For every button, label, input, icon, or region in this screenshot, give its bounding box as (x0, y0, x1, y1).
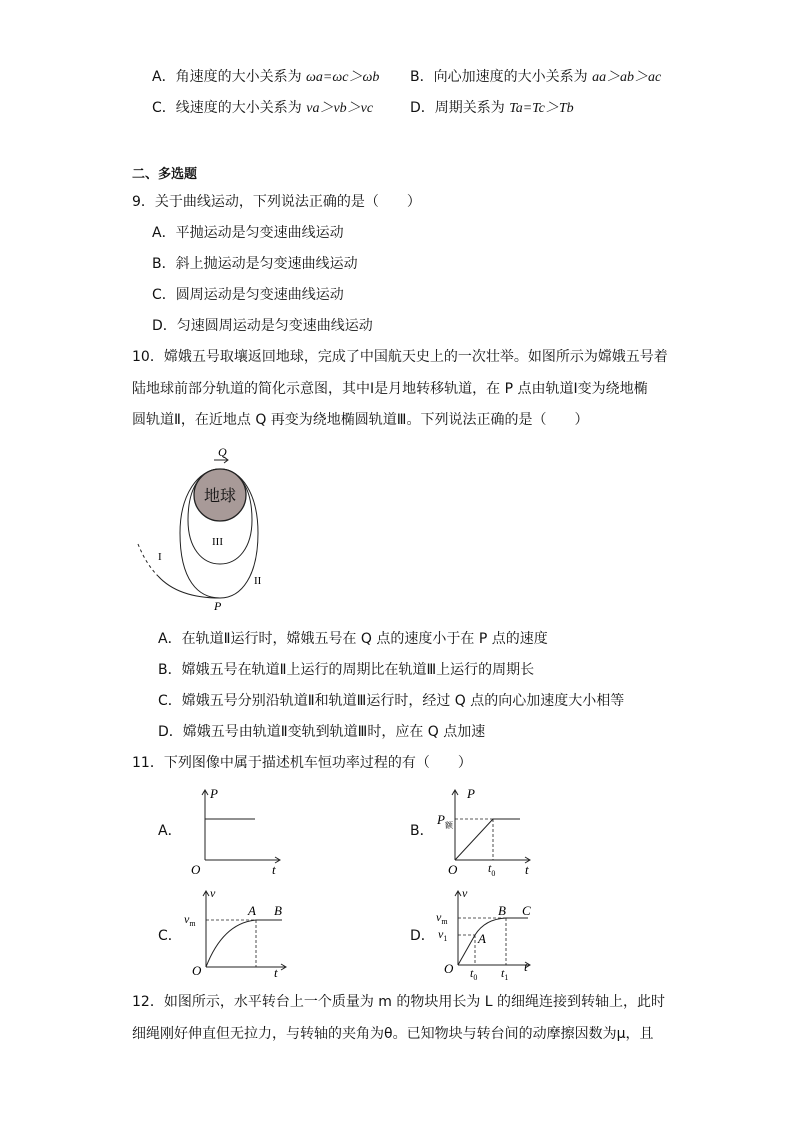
q12-stem-line1: 12．如图所示，水平转台上一个质量为 m 的物块用长为 L 的细绳连接到转轴上，此时 (132, 994, 666, 1010)
q10-option-d: D．嫦娥五号由轨道Ⅱ变轨到轨道Ⅲ时，应在 Q 点加速 (158, 724, 486, 740)
q9-option-d: D．匀速圆周运动是匀变速曲线运动 (152, 318, 373, 334)
graph-d-point-b: B (498, 903, 506, 918)
q9-option-c: C．圆周运动是匀变速曲线运动 (152, 287, 344, 303)
q8-option-b (410, 68, 661, 87)
graph-d-point-c: C (522, 903, 531, 918)
graph-d-ramp-line (458, 935, 475, 965)
graph-d-point-a: A (478, 931, 486, 946)
q10-option-c: C．嫦娥五号分别沿轨道Ⅱ和轨道Ⅲ运行时，经过 Q 点的向心加速度大小相等 (158, 693, 625, 709)
graph-d-v1-label: $v_1$ (438, 927, 448, 943)
q8-option-a (152, 68, 379, 87)
q10-option-b: B．嫦娥五号在轨道Ⅱ上运行的周期比在轨道Ⅲ上运行的周期长 (158, 662, 535, 678)
label-ii: II (254, 575, 262, 587)
graph-a-xaxis-label: t (272, 862, 276, 877)
graph-b-t0-label: $t_0$ (488, 861, 496, 878)
q8-option-a-prefix: A．角速度的大小关系为 (152, 69, 307, 85)
label-q: Q (218, 445, 227, 459)
earth-label: 地球 (203, 486, 237, 505)
q8-option-d-prefix: D．周期关系为 (410, 100, 510, 116)
graph-b-origin: O (448, 862, 458, 877)
graph-c-vm-label: $v_m$ (184, 912, 196, 928)
q8-option-c-expr: va＞vb＞vc (306, 101, 374, 116)
graph-c-xaxis-label: t (274, 965, 278, 980)
graph-d (430, 885, 550, 980)
graph-c-curve (206, 920, 256, 967)
q8-option-a-expr: ωa=ωc＞ωb (306, 70, 380, 85)
orbit-figure (130, 440, 280, 615)
q8-option-c (152, 99, 373, 118)
label-p: P (214, 599, 222, 613)
graph-b-p-label: $P_额$ (437, 812, 453, 830)
q8-option-d-expr: Ta=Tc＞Tb (509, 101, 574, 116)
graph-b-ramp-line (455, 819, 493, 860)
q11-stem: 11．下列图像中属于描述机车恒功率过程的有（ ） (132, 755, 472, 771)
graph-b-xaxis-label: t (525, 862, 529, 877)
graph-a (185, 782, 295, 877)
graph-d-vm-label: $v_m$ (436, 910, 448, 926)
graph-c-origin: O (192, 963, 202, 978)
q10-option-a: A．在轨道Ⅱ运行时，嫦娥五号在 Q 点的速度小于在 P 点的速度 (158, 631, 548, 647)
graph-c (178, 885, 298, 980)
q8-option-d (410, 99, 574, 118)
label-iii: III (212, 536, 223, 548)
q11-option-d-label: D． (410, 928, 435, 944)
q11-option-a-label: A． (158, 823, 182, 839)
q9-stem: 9．关于曲线运动，下列说法正确的是（ ） (132, 194, 421, 210)
q10-stem-line2: 陆地球前部分轨道的简化示意图，其中Ⅰ是月地转移轨道，在 P 点由轨道Ⅰ变为绕地椭 (132, 381, 648, 397)
graph-b (435, 782, 545, 877)
q12-stem-line2: 细绳刚好伸直但无拉力，与转轴的夹角为θ。已知物块与转台间的动摩擦因数为μ，且 (132, 1026, 654, 1042)
graph-c-yaxis-label: v (210, 886, 216, 900)
graph-d-t1-label: $t_1$ (501, 966, 509, 982)
graph-d-origin: O (444, 961, 454, 976)
graph-d-xaxis-label: t (524, 959, 528, 974)
q9-option-b: B．斜上抛运动是匀变速曲线运动 (152, 256, 358, 272)
section-title: 二、多选题 (132, 167, 198, 182)
q9-option-a: A．平抛运动是匀变速曲线运动 (152, 225, 344, 241)
q11-option-b-label: B． (410, 823, 434, 839)
graph-d-t0-label: $t_0$ (470, 966, 478, 982)
graph-b-yaxis-label: P (467, 786, 475, 801)
graph-a-yaxis-label: P (210, 786, 218, 801)
q11-option-c-label: C． (158, 928, 182, 944)
q10-stem-line1: 10．嫦娥五号取壤返回地球，完成了中国航天史上的一次壮举。如图所示为嫦娥五号着 (132, 349, 668, 365)
label-i: I (158, 551, 162, 563)
q10-stem-line3: 圆轨道Ⅱ，在近地点 Q 再变为绕地椭圆轨道Ⅲ。下列说法正确的是（ ） (132, 412, 589, 428)
graph-c-point-a: A (248, 903, 256, 918)
q8-option-b-prefix: B．向心加速度的大小关系为 (410, 69, 593, 85)
graph-c-point-b: B (274, 903, 282, 918)
q8-option-b-expr: aa＞ab＞ac (592, 70, 662, 85)
graph-a-origin: O (191, 862, 201, 877)
orbit-i-dashed (138, 544, 158, 576)
graph-d-yaxis-label: v (462, 886, 468, 900)
q8-option-c-prefix: C．线速度的大小关系为 (152, 100, 307, 116)
